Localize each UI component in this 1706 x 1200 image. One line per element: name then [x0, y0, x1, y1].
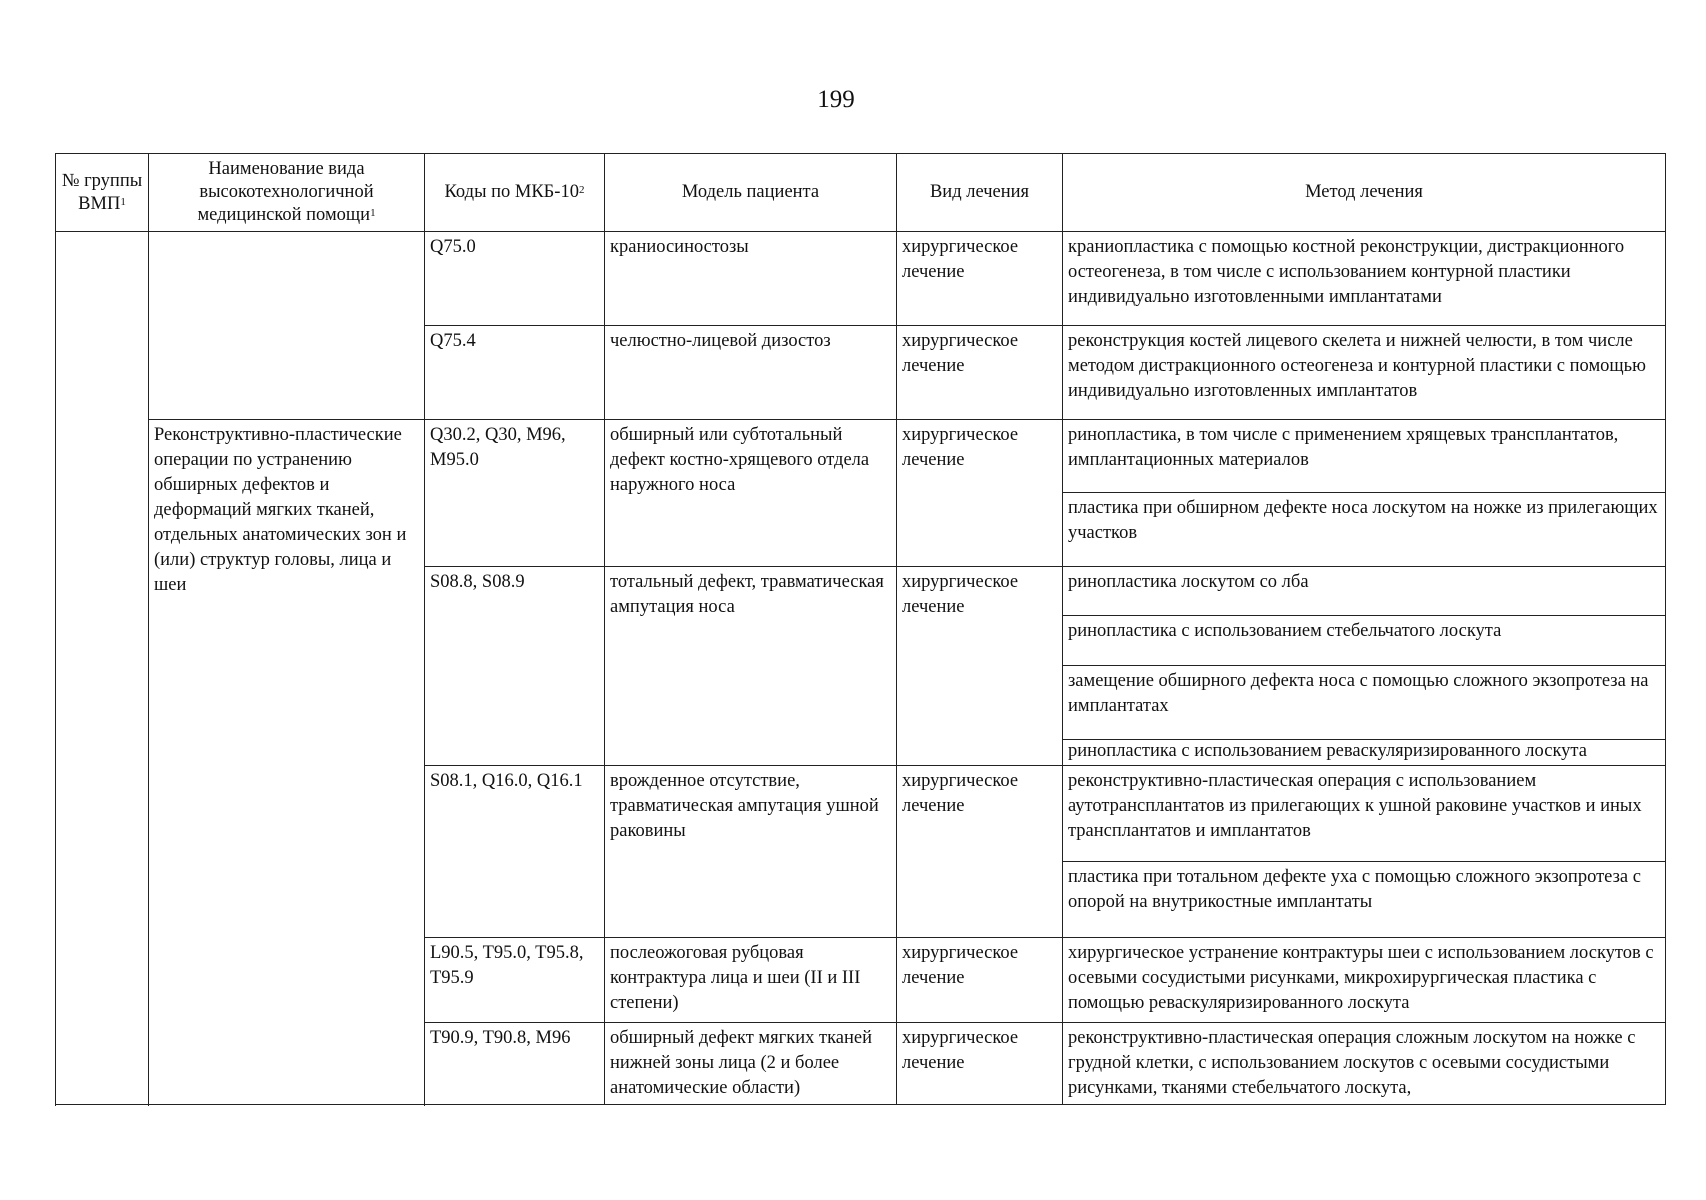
icd-codes-cell: T90.9, T90.8, M96 [425, 1023, 605, 1105]
treatment-type-cell: хирургическое лечение [897, 232, 1063, 326]
table-row [56, 232, 1666, 326]
treatment-method-cell: ринопластика лоскутом со лба [1063, 567, 1666, 616]
header-treatment-type: Вид лечения [897, 154, 1063, 232]
treatment-table [55, 153, 1666, 1105]
treatment-type-cell: хирургическое лечение [897, 326, 1063, 420]
icd-codes-cell: Q75.4 [425, 326, 605, 420]
treatment-method-cell: реконструктивно-пластическая операция с использованием аутотрансплантатов из прилегающих к ушной раковине участков и иных трансплантатов и имплантатов [1063, 766, 1666, 862]
header-patient-model: Модель пациента [605, 154, 897, 232]
header-group-no: № группы ВМП$^1$ [56, 154, 149, 232]
patient-model-cell: врожденное отсутствие, травматическая ампутация ушной раковины [605, 766, 897, 938]
treatment-method-cell: реконструктивно-пластическая операция сложным лоскутом на ножке с грудной клетки, с использованием лоскутов с осевыми сосудистыми рисунками, тканями стебельчатого лоскута, [1063, 1023, 1666, 1105]
icd-codes-cell: S08.8, S08.9 [425, 567, 605, 766]
icd-codes-cell: Q75.0 [425, 232, 605, 326]
group-no-cell [56, 232, 149, 1105]
treatment-method-cell: краниопластика с помощью костной реконструкции, дистракционного остеогенеза, в том числе с использованием контурной пластики индивидуально изготовленными имплантатами [1063, 232, 1666, 326]
treatment-type-cell: хирургическое лечение [897, 567, 1063, 766]
treatment-method-cell: ринопластика, в том числе с применением хрящевых трансплантатов, имплантационных материалов [1063, 420, 1666, 493]
treatment-type-cell: хирургическое лечение [897, 938, 1063, 1023]
patient-model-cell: обширный дефект мягких тканей нижней зоны лица (2 и более анатомические области) [605, 1023, 897, 1105]
treatment-method-cell: ринопластика с использованием реваскуляризированного лоскута [1063, 740, 1666, 766]
treatment-type-cell: хирургическое лечение [897, 766, 1063, 938]
treatment-method-cell: хирургическое устранение контрактуры шеи с использованием лоскутов с осевыми сосудистыми рисунками, микрохирургическая пластика с помощью реваскуляризированного лоскута [1063, 938, 1666, 1023]
header-type-name: Наименование вида высокотехнологичной медицинской помощи$^1$ [149, 154, 425, 232]
treatment-method-cell: ринопластика с использованием стебельчатого лоскута [1063, 616, 1666, 666]
treatment-type-cell: хирургическое лечение [897, 420, 1063, 567]
patient-model-cell: челюстно-лицевой дизостоз [605, 326, 897, 420]
treatment-type-cell: хирургическое лечение [897, 1023, 1063, 1105]
page-number: 199 [817, 86, 855, 113]
header-row [56, 154, 1666, 232]
treatment-method-cell: замещение обширного дефекта носа с помощью сложного экзопротеза на имплантатах [1063, 666, 1666, 740]
icd-codes-cell: L90.5, T95.0, T95.8, T95.9 [425, 938, 605, 1023]
patient-model-cell: тотальный дефект, травматическая ампутация носа [605, 567, 897, 766]
header-icd-codes: Коды по МКБ-$10^2$ [425, 154, 605, 232]
header-treatment-method: Метод лечения [1063, 154, 1666, 232]
type-name-cell: Реконструктивно-пластические операции по устранению обширных дефектов и деформаций мягких тканей, отдельных анатомических зон и (или) структур головы, лица и шеи [149, 420, 425, 1105]
table-row [56, 420, 1666, 493]
type-name-cell [149, 232, 425, 420]
patient-model-cell: краниосиностозы [605, 232, 897, 326]
treatment-method-cell: реконструкция костей лицевого скелета и нижней челюсти, в том числе методом дистракционного остеогенеза и контурной пластики с помощью индивидуально изготовленных имплантатов [1063, 326, 1666, 420]
patient-model-cell: обширный или субтотальный дефект костно-хрящевого отдела наружного носа [605, 420, 897, 567]
treatment-method-cell: пластика при тотальном дефекте уха с помощью сложного экзопротеза с опорой на внутрикостные имплантаты [1063, 862, 1666, 938]
patient-model-cell: послеожоговая рубцовая контрактура лица и шеи (II и III степени) [605, 938, 897, 1023]
icd-codes-cell: S08.1, Q16.0, Q16.1 [425, 766, 605, 938]
treatment-method-cell: пластика при обширном дефекте носа лоскутом на ножке из прилегающих участков [1063, 493, 1666, 567]
icd-codes-cell: Q30.2, Q30, M96, M95.0 [425, 420, 605, 567]
